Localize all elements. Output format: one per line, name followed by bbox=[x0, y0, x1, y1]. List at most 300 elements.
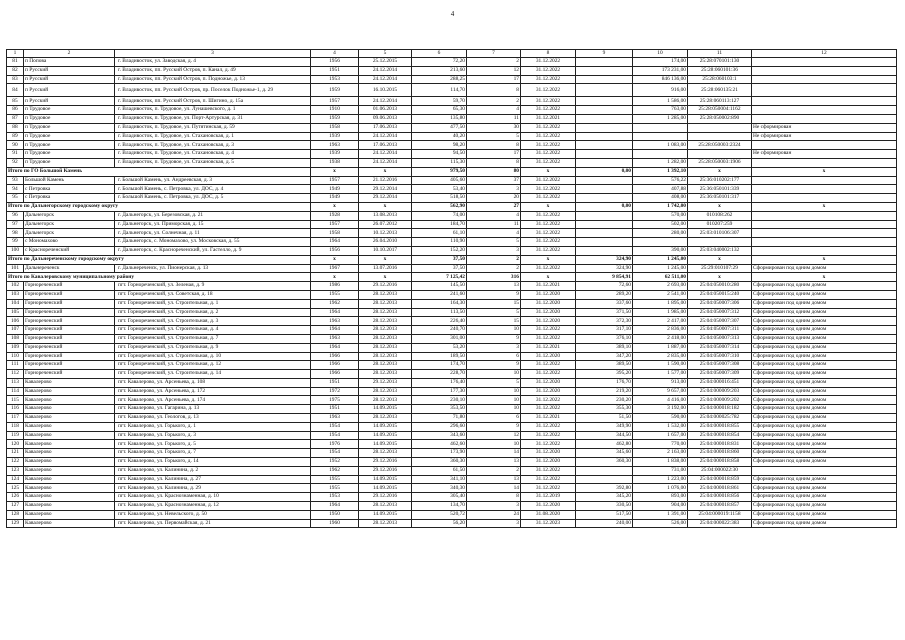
table-cell: Дальнереченск bbox=[24, 264, 115, 273]
table-cell: 83 bbox=[7, 75, 24, 84]
subtotal-cell: 979,50 bbox=[412, 167, 467, 176]
table-cell: 5 bbox=[467, 132, 521, 141]
table-cell: п Русский bbox=[24, 66, 115, 75]
table-cell: 2 836,00 bbox=[633, 326, 688, 335]
table-cell: 570,00 bbox=[633, 211, 688, 220]
table-cell: 9 bbox=[467, 334, 521, 343]
table-cell: пгт. Кавалерово, ул. Калинина, д. 2 bbox=[115, 466, 311, 475]
table-cell: 24.12.2014 bbox=[359, 66, 412, 75]
table-cell: 29.12.2016 bbox=[359, 466, 412, 475]
table-cell: 770,00 bbox=[633, 440, 688, 449]
table-cell: 31.12.2022 bbox=[521, 194, 576, 203]
table-cell: 230,10 bbox=[412, 396, 467, 405]
table-cell: 1967 bbox=[311, 264, 359, 273]
table-cell: 25:36:050101:317 bbox=[688, 194, 752, 203]
table-cell: 25:28:050003:2324 bbox=[688, 141, 752, 150]
table-cell: 324,90 bbox=[576, 264, 633, 273]
table-cell bbox=[576, 185, 633, 194]
table-cell: 2 835,00 bbox=[633, 352, 688, 361]
table-cell: 1964 bbox=[311, 308, 359, 317]
table-cell: 1959 bbox=[311, 114, 359, 123]
table-body bbox=[7, 50, 897, 528]
table-cell: 28.12.2013 bbox=[359, 290, 412, 299]
table-cell: пгт. Кавалерово, ул. Горького, д. 7 bbox=[115, 449, 311, 458]
table-cell: Кавалерово bbox=[24, 510, 115, 519]
table-cell: пгт. Кавалерово, ул. Арсеньева, д. 172 bbox=[115, 387, 311, 396]
table-cell bbox=[576, 97, 633, 106]
table-cell: пгт. Горнореченский, ул. Строительная, д. 9 bbox=[115, 343, 311, 352]
table-cell: 1 586,00 bbox=[633, 97, 688, 106]
table-cell: 24.12.2014 bbox=[359, 150, 412, 159]
table-cell: 407,88 bbox=[633, 185, 688, 194]
table-cell: 91 bbox=[7, 150, 24, 159]
table-cell: г. Владивосток, пп. Русский Остров, п. Шигино, д. 15а bbox=[115, 97, 311, 106]
table-cell: 114 bbox=[7, 387, 24, 396]
table-row bbox=[7, 458, 897, 467]
table-cell: 174,00 bbox=[633, 58, 688, 67]
subtotal-cell: х bbox=[752, 167, 897, 176]
table-cell: пгт. Кавалерово, ул. Калинина, д. 27 bbox=[115, 475, 311, 484]
table-cell: 317,10 bbox=[576, 326, 633, 335]
table-cell: 25:28:060135:21 bbox=[688, 84, 752, 97]
table-cell: г. Владивосток, пп. Русский Остров, п. Подножье, д. 13 bbox=[115, 75, 311, 84]
table-row bbox=[7, 114, 897, 123]
table-cell: Сформирован под одним домом bbox=[752, 326, 897, 335]
table-cell: 1 285,00 bbox=[633, 114, 688, 123]
table-cell: 228,70 bbox=[412, 370, 467, 379]
table-cell: 97 bbox=[7, 220, 24, 229]
table-cell: 37 bbox=[467, 176, 521, 185]
table-cell: 53,20 bbox=[412, 343, 467, 352]
table-cell: 376,10 bbox=[576, 334, 633, 343]
subtotal-cell: 27 bbox=[467, 202, 521, 211]
table-cell: 28.12.2013 bbox=[359, 317, 412, 326]
table-cell: 24.12.2014 bbox=[359, 75, 412, 84]
table-cell: 296,60 bbox=[412, 422, 467, 431]
table-cell: 31.12.2022 bbox=[521, 58, 576, 67]
table-cell: 31.12.2022 bbox=[521, 185, 576, 194]
table-cell: 372,30 bbox=[576, 317, 633, 326]
table-cell: 1 838,00 bbox=[633, 458, 688, 467]
table-cell: 10 bbox=[467, 440, 521, 449]
table-cell: 28.12.2013 bbox=[359, 396, 412, 405]
table-cell: 31.12.2020 bbox=[521, 317, 576, 326]
table-cell: 219,20 bbox=[576, 387, 633, 396]
table-cell: 1964 bbox=[311, 326, 359, 335]
table-cell: 28.12.2013 bbox=[359, 519, 412, 528]
table-cell: Горнореченский bbox=[24, 370, 115, 379]
subtotal-row bbox=[7, 202, 897, 211]
column-header: 7 bbox=[467, 50, 521, 58]
table-cell: 21.12.2016 bbox=[359, 176, 412, 185]
table-cell: 25:04:050007:306 bbox=[688, 299, 752, 308]
table-cell bbox=[576, 220, 633, 229]
table-cell: пгт. Горнореченский, ул. Строительная, д. 3 bbox=[115, 317, 311, 326]
subtotal-cell: х bbox=[521, 273, 576, 282]
table-cell: Горнореченский bbox=[24, 282, 115, 291]
table-cell bbox=[576, 84, 633, 97]
table-cell bbox=[576, 66, 633, 75]
table-cell: 1 076,00 bbox=[633, 484, 688, 493]
table-cell: 31.12.2019 bbox=[521, 493, 576, 502]
table-cell: 98 bbox=[7, 229, 24, 238]
table-cell bbox=[752, 211, 897, 220]
table-row bbox=[7, 194, 897, 203]
table-cell: 1 657,00 bbox=[633, 431, 688, 440]
table-cell: 29.12.2014 bbox=[359, 194, 412, 203]
table-cell: 1951 bbox=[311, 378, 359, 387]
column-header: 11 bbox=[688, 50, 752, 58]
table-cell bbox=[576, 106, 633, 115]
table-cell: пгт. Кавалерово, ул. Первомайская, д. 21 bbox=[115, 519, 311, 528]
subtotal-cell: 1 392,10 bbox=[633, 167, 688, 176]
table-cell: 31.12.2021 bbox=[521, 414, 576, 423]
table-cell: 25:03:040002:132 bbox=[688, 246, 752, 255]
table-cell: г. Владивосток, п. Трудовое, ул. Лунашевского, д. 1 bbox=[115, 106, 311, 115]
table-cell: Сформирован под одним домом bbox=[752, 396, 897, 405]
table-cell: пгт. Кавалерово, ул. Горького, д. 14 bbox=[115, 458, 311, 467]
table-cell: 2 bbox=[467, 264, 521, 273]
table-cell: 14.09.2015 bbox=[359, 510, 412, 519]
table-cell: 4 bbox=[467, 211, 521, 220]
table-cell: г. Большой Камень, с. Петровка, ул. ДОС, д. 5 bbox=[115, 194, 311, 203]
table-cell: Сформирован под одним домом bbox=[752, 343, 897, 352]
table-cell bbox=[633, 132, 688, 141]
table-cell: 25:36:010202:177 bbox=[688, 176, 752, 185]
table-cell: 1 083,00 bbox=[633, 141, 688, 150]
table-cell: г. Владивосток, п. Трудовое, ул. Стахановская, д. 4 bbox=[115, 150, 311, 159]
table-cell: 01.06.2013 bbox=[359, 106, 412, 115]
table-cell: 128 bbox=[7, 510, 24, 519]
table-cell: 117 bbox=[7, 414, 24, 423]
table-cell: Сформирован под одним домом bbox=[752, 502, 897, 511]
table-cell bbox=[576, 194, 633, 203]
table-cell: Сформирован под одним домом bbox=[752, 334, 897, 343]
table-cell: 14.09.2015 bbox=[359, 431, 412, 440]
subtotal-label: Итого по Дальнегорскому городскому округу bbox=[7, 202, 311, 211]
table-cell: 25:28:050003:1906 bbox=[688, 158, 752, 167]
table-cell: 29.12.2016 bbox=[359, 493, 412, 502]
table-cell: 3 192,00 bbox=[633, 405, 688, 414]
table-cell: 731,00 bbox=[633, 466, 688, 475]
table-cell bbox=[752, 141, 897, 150]
table-cell: 82 bbox=[7, 66, 24, 75]
table-cell: 53,40 bbox=[412, 185, 467, 194]
table-cell: 84 bbox=[7, 84, 24, 97]
table-cell: 121 bbox=[7, 449, 24, 458]
table-row bbox=[7, 431, 897, 440]
table-row bbox=[7, 282, 897, 291]
table-row bbox=[7, 229, 897, 238]
table-cell: 28.12.2013 bbox=[359, 361, 412, 370]
table-cell: г. Владивосток, п. Трудовое, ул. Стахановская, д. 5 bbox=[115, 158, 311, 167]
table-cell: 1963 bbox=[311, 141, 359, 150]
table-cell: 25:04:050007:310 bbox=[688, 352, 752, 361]
table-cell: 010207:259 bbox=[688, 220, 752, 229]
subtotal-row bbox=[7, 167, 897, 176]
table-cell: 1939 bbox=[311, 132, 359, 141]
table-cell: г. Владивосток, п. Трудовое, ул. Порт-Артурская, д. 31 bbox=[115, 114, 311, 123]
table-cell: пгт. Горнореченский, ул. Строительная, д. 10 bbox=[115, 352, 311, 361]
table-cell: 17.06.2013 bbox=[359, 141, 412, 150]
table-cell: пгт. Кавалерово, ул. Калинина, д. 29 bbox=[115, 484, 311, 493]
table-cell: 904,00 bbox=[633, 502, 688, 511]
table-cell: п Трудовое bbox=[24, 141, 115, 150]
subtotal-cell: х bbox=[752, 273, 897, 282]
table-cell: 17.06.2013 bbox=[359, 123, 412, 132]
table-cell bbox=[752, 220, 897, 229]
subtotal-cell: х bbox=[752, 202, 897, 211]
table-row bbox=[7, 414, 897, 423]
table-cell: 30 bbox=[467, 123, 521, 132]
table-cell: 1964 bbox=[311, 343, 359, 352]
table-cell: 24.12.2014 bbox=[359, 97, 412, 106]
table-cell: Сформирован под одним домом bbox=[752, 387, 897, 396]
table-cell: 31.12.2022 bbox=[521, 158, 576, 167]
table-cell bbox=[633, 123, 688, 132]
table-cell: 213,60 bbox=[412, 66, 467, 75]
table-cell: 8 bbox=[467, 141, 521, 150]
table-cell bbox=[576, 123, 633, 132]
table-row bbox=[7, 97, 897, 106]
table-cell: 1 577,00 bbox=[633, 370, 688, 379]
table-cell: 1954 bbox=[311, 431, 359, 440]
table-cell bbox=[752, 106, 897, 115]
table-cell: 31.12.2020 bbox=[521, 502, 576, 511]
table-cell: с Петровка bbox=[24, 185, 115, 194]
subtotal-cell: х bbox=[311, 202, 359, 211]
subtotal-cell: х bbox=[311, 255, 359, 264]
table-row bbox=[7, 246, 897, 255]
table-cell: 31.12.2020 bbox=[521, 458, 576, 467]
table-cell: 51,50 bbox=[576, 414, 633, 423]
table-cell: г. Владивосток, пп. Русский Остров, п. Канал, д. 49 bbox=[115, 66, 311, 75]
table-cell: 25:04:050015:240 bbox=[688, 290, 752, 299]
table-cell: 31.08.2020 bbox=[521, 510, 576, 519]
table-cell bbox=[752, 66, 897, 75]
table-cell: 1956 bbox=[311, 246, 359, 255]
table-cell: Сформирован под одним домом bbox=[752, 484, 897, 493]
table-cell: 25:04:050007:307 bbox=[688, 317, 752, 326]
table-cell: 31.12.2020 bbox=[521, 308, 576, 317]
table-cell: 25:04:000018:859 bbox=[688, 475, 752, 484]
table-cell: 3 bbox=[467, 502, 521, 511]
table-cell: 408,00 bbox=[633, 194, 688, 203]
table-cell: 25:04:000018:856 bbox=[688, 493, 752, 502]
table-row bbox=[7, 326, 897, 335]
table-cell: 40,20 bbox=[412, 132, 467, 141]
table-cell: 395,20 bbox=[576, 370, 633, 379]
table-cell: 2 693,00 bbox=[633, 282, 688, 291]
table-cell bbox=[752, 114, 897, 123]
table-cell: 9 bbox=[467, 361, 521, 370]
table-row bbox=[7, 264, 897, 273]
table-cell: Сформирован под одним домом bbox=[752, 519, 897, 528]
table-cell: пгт. Горнореченский, ул. Строительная, д. 2 bbox=[115, 308, 311, 317]
table-cell: Дальнегорск bbox=[24, 220, 115, 229]
table-cell bbox=[576, 58, 633, 67]
table-cell bbox=[752, 194, 897, 203]
table-cell: 1951 bbox=[311, 405, 359, 414]
table-cell: г. Владивосток, пп. Русский Остров, пр. Поселок Подножье-1, д. 29 bbox=[115, 84, 311, 97]
table-cell: 305,40 bbox=[412, 493, 467, 502]
table-cell: 9 657,00 bbox=[633, 387, 688, 396]
table-cell: 241,60 bbox=[412, 290, 467, 299]
table-cell: 176,70 bbox=[576, 378, 633, 387]
table-cell: 526,00 bbox=[633, 519, 688, 528]
subtotal-cell: 324,90 bbox=[576, 255, 633, 264]
table-cell: 61,10 bbox=[412, 229, 467, 238]
subtotal-row bbox=[7, 255, 897, 264]
table-cell: Кавалерово bbox=[24, 502, 115, 511]
table-cell: Кавалерово bbox=[24, 519, 115, 528]
table-cell: 518,50 bbox=[412, 194, 467, 203]
table-cell: Сформирован под одним домом bbox=[752, 458, 897, 467]
table-cell: 576,22 bbox=[633, 176, 688, 185]
table-cell bbox=[576, 114, 633, 123]
table-cell: 152,20 bbox=[412, 246, 467, 255]
table-cell: 20 bbox=[467, 194, 521, 203]
table-cell: 13 bbox=[467, 475, 521, 484]
table-cell: 301,00 bbox=[412, 334, 467, 343]
table-cell: Кавалерово bbox=[24, 414, 115, 423]
table-cell: г. Дальнегорск, ул. Солнечная, д. 11 bbox=[115, 229, 311, 238]
table-cell: 31.12.2022 bbox=[521, 132, 576, 141]
table-cell: 25:04:000022:30 bbox=[688, 466, 752, 475]
table-cell: 26.04.2010 bbox=[359, 238, 412, 247]
table-cell: 114,70 bbox=[412, 84, 467, 97]
table-cell: 25:04:000018:855 bbox=[688, 422, 752, 431]
table-cell: 14 bbox=[467, 449, 521, 458]
subtotal-cell: 7 125,42 bbox=[412, 273, 467, 282]
table-cell: 1958 bbox=[311, 123, 359, 132]
table-cell: 31.12.2022 bbox=[521, 141, 576, 150]
table-cell: 31.12.2020 bbox=[521, 378, 576, 387]
table-cell: 31.12.2022 bbox=[521, 334, 576, 343]
table-cell: 31.12.2021 bbox=[521, 343, 576, 352]
table-cell bbox=[576, 150, 633, 159]
table-cell bbox=[576, 176, 633, 185]
table-cell: 517,50 bbox=[576, 510, 633, 519]
table-cell: 92 bbox=[7, 158, 24, 167]
table-cell bbox=[752, 176, 897, 185]
table-cell bbox=[688, 123, 752, 132]
table-cell: 25:04:000018:858 bbox=[688, 458, 752, 467]
table-cell: г. Большой Камень, ул. Андреевская, д. 3 bbox=[115, 176, 311, 185]
table-row bbox=[7, 58, 897, 67]
table-cell: 9 bbox=[467, 422, 521, 431]
table-cell bbox=[752, 158, 897, 167]
table-cell: 10.10.2017 bbox=[359, 246, 412, 255]
table-cell: 31.12.2022 bbox=[521, 405, 576, 414]
table-cell: 14 bbox=[467, 484, 521, 493]
subtotal-cell: х bbox=[311, 167, 359, 176]
table-cell: 2 163,00 bbox=[633, 449, 688, 458]
table-cell: 123 bbox=[7, 466, 24, 475]
table-cell: 10 bbox=[467, 396, 521, 405]
table-cell: 31.12.2022 bbox=[521, 123, 576, 132]
table-cell: пгт. Горнореченский, ул. Строительная, д. 7 bbox=[115, 334, 311, 343]
table-row bbox=[7, 493, 897, 502]
table-cell: п Русский bbox=[24, 75, 115, 84]
table-cell: 15 bbox=[467, 317, 521, 326]
table-cell: Горнореченский bbox=[24, 334, 115, 343]
table-cell: 31.12.2022 bbox=[521, 66, 576, 75]
table-cell: 89 bbox=[7, 132, 24, 141]
table-cell: 1963 bbox=[311, 414, 359, 423]
table-cell: 25:04:000009:203 bbox=[688, 387, 752, 396]
table-row bbox=[7, 484, 897, 493]
table-cell: 28.12.2013 bbox=[359, 326, 412, 335]
table-cell bbox=[688, 150, 752, 159]
table-cell: 345,60 bbox=[576, 449, 633, 458]
table-cell: 17 bbox=[467, 75, 521, 84]
table-cell: 360,30 bbox=[412, 458, 467, 467]
table-cell: 4 bbox=[467, 229, 521, 238]
table-cell: 25:04:050007:308 bbox=[688, 361, 752, 370]
table-cell: 112 bbox=[7, 370, 24, 379]
subtotal-cell: х bbox=[688, 167, 752, 176]
table-cell: 1910 bbox=[311, 106, 359, 115]
table-cell: Дальнегорск bbox=[24, 211, 115, 220]
table-cell: п Трудовое bbox=[24, 106, 115, 115]
table-cell: 1 223,00 bbox=[633, 475, 688, 484]
subtotal-cell: 316 bbox=[467, 273, 521, 282]
subtotal-label: Итого по Кавалеровскому муниципальному району bbox=[7, 273, 311, 282]
subtotal-cell: 0,00 bbox=[576, 167, 633, 176]
table-cell: 31.12.2022 bbox=[521, 361, 576, 370]
table-cell: 25:04:050007:309 bbox=[688, 370, 752, 379]
table-cell: Сформирован под одним домом bbox=[752, 405, 897, 414]
table-cell: 31.12.2022 bbox=[521, 75, 576, 84]
table-cell: Сформирован под одним домом bbox=[752, 317, 897, 326]
table-cell: п Трудовое bbox=[24, 132, 115, 141]
table-cell: 341,10 bbox=[412, 475, 467, 484]
table-cell: 14.09.2015 bbox=[359, 405, 412, 414]
table-cell: 102 bbox=[7, 282, 24, 291]
table-cell: 1964 bbox=[311, 238, 359, 247]
table-row bbox=[7, 352, 897, 361]
table-cell: 25:29:010107:29 bbox=[688, 264, 752, 273]
table-cell: 389,10 bbox=[576, 343, 633, 352]
table-cell: 11 bbox=[467, 220, 521, 229]
table-cell: 913,00 bbox=[633, 378, 688, 387]
table-cell: 98,20 bbox=[412, 141, 467, 150]
table-cell: 8 bbox=[467, 493, 521, 502]
table-cell: 184,70 bbox=[412, 220, 467, 229]
table-cell: г. Дальнегорск, ул. Березовская, д. 21 bbox=[115, 211, 311, 220]
table-cell: 1963 bbox=[311, 334, 359, 343]
table-cell: Кавалерово bbox=[24, 422, 115, 431]
table-cell: Горнореченский bbox=[24, 308, 115, 317]
table-cell: 1966 bbox=[311, 370, 359, 379]
table-cell: 462,60 bbox=[412, 440, 467, 449]
table-cell: 31.12.2022 bbox=[521, 229, 576, 238]
table-row bbox=[7, 378, 897, 387]
table-cell: 28.12.2013 bbox=[359, 414, 412, 423]
table-cell: 1938 bbox=[311, 158, 359, 167]
table-cell: п Трудовое bbox=[24, 123, 115, 132]
table-cell: 24.12.2014 bbox=[359, 158, 412, 167]
subtotal-cell: х bbox=[688, 202, 752, 211]
table-cell: Сформирован под одним домом bbox=[752, 361, 897, 370]
subtotal-row bbox=[7, 273, 897, 282]
table-cell: 1972 bbox=[311, 387, 359, 396]
table-cell: 1955 bbox=[311, 290, 359, 299]
table-cell: 25.12.2015 bbox=[359, 58, 412, 67]
table-cell: 72,20 bbox=[412, 58, 467, 67]
table-cell: Горнореченский bbox=[24, 290, 115, 299]
